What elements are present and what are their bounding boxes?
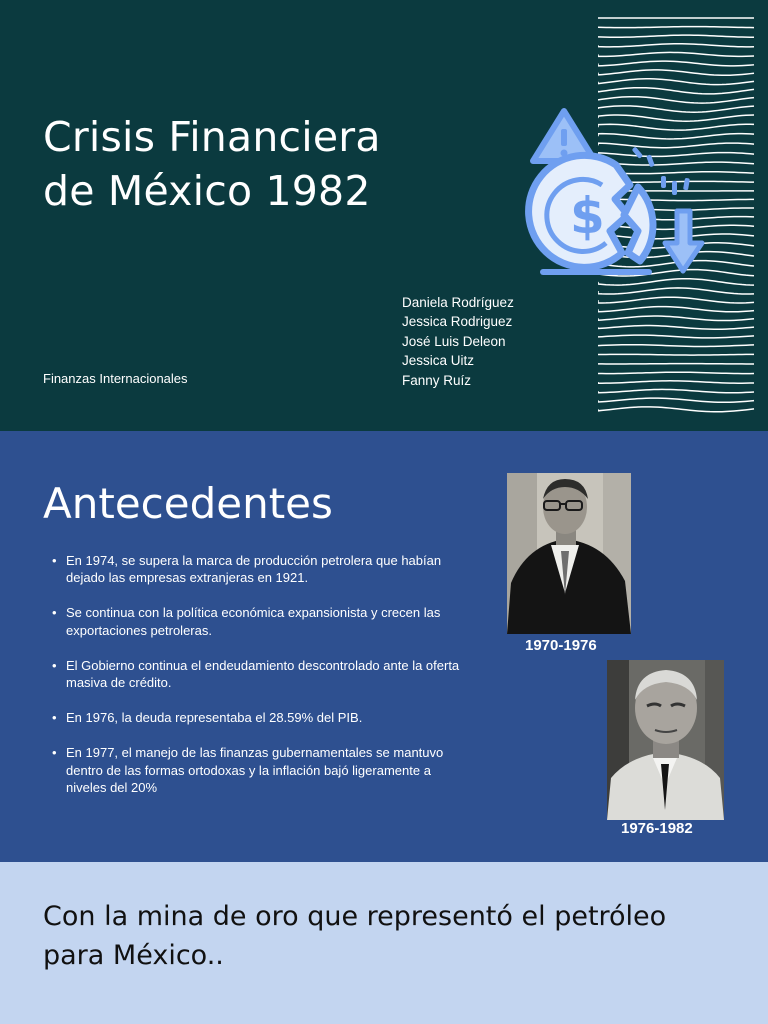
wave-line bbox=[598, 297, 754, 303]
wave-line bbox=[598, 27, 754, 28]
page-title bbox=[43, 110, 381, 218]
bullet-item: • En 1974, se supera la marca de producción petrolera que habían dejado las empresas extranjeras en 1921. bbox=[52, 552, 472, 587]
wave-line bbox=[598, 407, 754, 412]
wave-line bbox=[598, 372, 754, 373]
wave-line bbox=[598, 52, 754, 56]
author-item: José Luis Deleon bbox=[402, 333, 506, 349]
wave-line bbox=[598, 35, 754, 37]
authors-list bbox=[402, 293, 514, 390]
wave-line bbox=[598, 326, 754, 330]
wave-line bbox=[598, 44, 754, 47]
cover-section bbox=[0, 0, 768, 431]
author-item: Fanny Ruíz bbox=[402, 372, 472, 388]
wave-line bbox=[598, 398, 754, 402]
svg-text:$: $ bbox=[570, 187, 605, 245]
bullet-item: • Se continua con la política económica expansionista y crecen las exportaciones petroleras. bbox=[52, 604, 472, 639]
wave-line bbox=[598, 345, 754, 347]
author-item: Jessica Rodriguez bbox=[402, 314, 513, 330]
wave-line bbox=[598, 70, 754, 75]
wave-line bbox=[598, 288, 754, 294]
closing-section bbox=[0, 862, 768, 1024]
wave-line bbox=[598, 307, 754, 312]
title-line-1: Crisis Financiera bbox=[43, 113, 381, 161]
wave-line bbox=[598, 79, 754, 85]
crisis-dollar-coin-broken-icon bbox=[520, 103, 710, 283]
portrait-caption-2: 1976-1982 bbox=[621, 820, 693, 837]
wave-line bbox=[598, 389, 754, 392]
wave-line bbox=[598, 381, 754, 383]
bullet-item: • En 1977, el manejo de las finanzas gubernamentales se mantuvo dentro de las formas ortodoxas y la inflación bajó ligeramente a niveles del 20% bbox=[52, 744, 472, 796]
bullet-item: • En 1976, la deuda representaba el 28.59% del PIB. bbox=[52, 709, 472, 726]
wave-line bbox=[598, 335, 754, 338]
wave-line bbox=[598, 61, 754, 66]
author-item: Daniela Rodríguez bbox=[402, 295, 514, 310]
author-item: Jessica Uitz bbox=[402, 353, 475, 369]
title-line-2: de México 1982 bbox=[43, 167, 371, 215]
closing-statement: Con la mina de oro que representó el petróleo para México.. bbox=[43, 901, 667, 971]
president-portrait-1970-1976 bbox=[507, 473, 631, 634]
wave-line bbox=[598, 316, 754, 321]
antecedentes-bullet-list bbox=[52, 552, 472, 814]
president-portrait-1976-1982 bbox=[607, 660, 724, 820]
section-heading: Antecedentes bbox=[43, 479, 333, 528]
wave-line bbox=[598, 88, 754, 94]
antecedentes-section bbox=[0, 431, 768, 862]
bullet-item: • El Gobierno continua el endeudamiento descontrolado ante la oferta masiva de crédito. bbox=[52, 657, 472, 692]
wave-line bbox=[598, 354, 754, 355]
portrait-caption-1: 1970-1976 bbox=[525, 637, 597, 654]
course-name: Finanzas Internacionales bbox=[43, 371, 188, 386]
